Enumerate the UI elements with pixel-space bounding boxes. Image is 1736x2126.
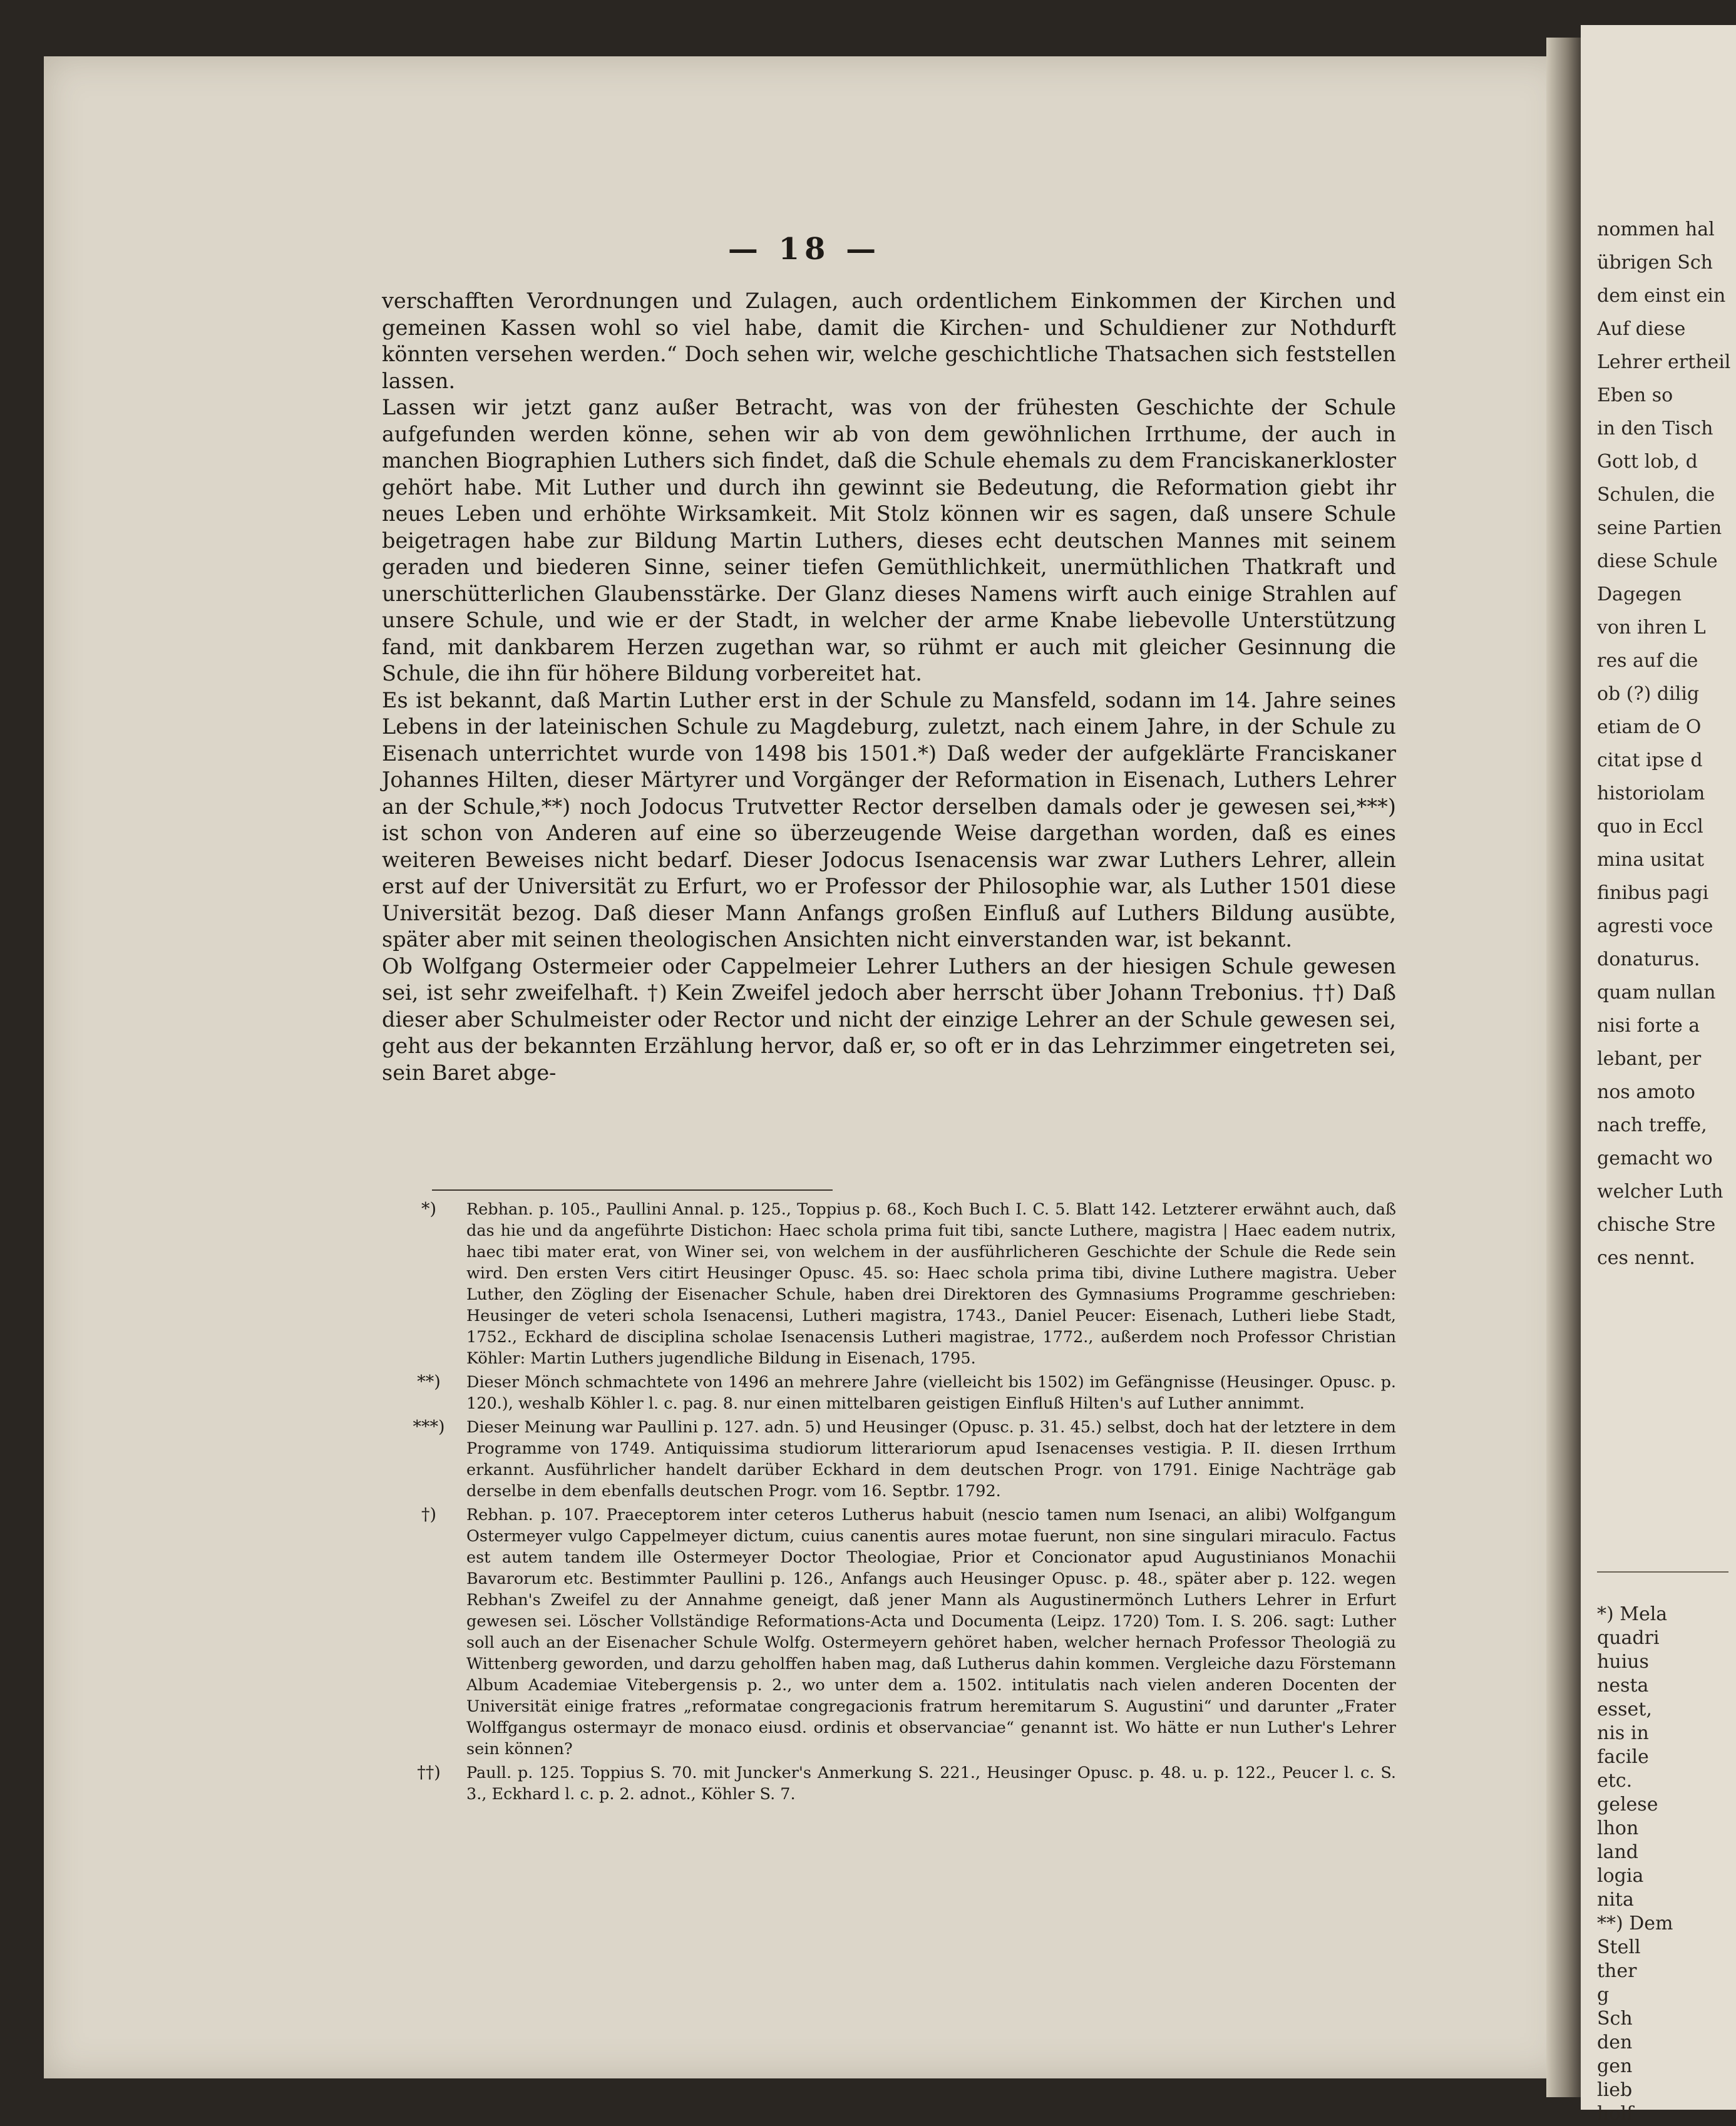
adjacent-text-line: Stell <box>1597 1936 1641 1958</box>
adjacent-text-line: huius <box>1597 1651 1649 1673</box>
adjacent-text-line: quadri <box>1597 1627 1660 1649</box>
adjacent-text-line: *) Mela <box>1597 1603 1668 1625</box>
footnote-mark: ††) <box>417 1763 441 1782</box>
paragraph-1: verschafften Verordnungen und Zulagen, auch ordentlichem Einkommen der Kirchen und gemeinen Kassen wohl so viel habe, damit die Kirchen- und Schuldiener zur Nothdurft könnten versehen werden.“ Doch sehen wir, welche geschichtliche Thatsachen sich feststellen lassen. <box>382 289 1396 393</box>
adjacent-text-line: Eben so <box>1597 384 1673 406</box>
adjacent-text-line: nisi forte a <box>1597 1015 1700 1037</box>
adjacent-page-fragment <box>1581 25 1736 2125</box>
adjacent-text-line: in den Tisch <box>1597 418 1713 439</box>
adjacent-text-line: nos amoto <box>1597 1081 1695 1103</box>
adjacent-text-line: chische Stre <box>1597 1214 1716 1236</box>
adjacent-text-line: Sch <box>1597 2008 1633 2030</box>
footnote-rule <box>432 1189 833 1191</box>
adjacent-text-line: etiam de O <box>1597 716 1702 738</box>
paragraph-3: Es ist bekannt, daß Martin Luther erst in der Schule zu Mansfeld, sodann im 14. Jahre seines Lebens in der lateinischen Schule zu Magdeburg, zuletzt, nach einem Jahre, in der Schule zu Eisenach unterrichtet wurde von 1498 bis 1501.*) Daß weder der aufgeklärte Franciskaner Johannes Hilten, dieser Märtyrer und Vorgänger der Reformation in Eisenach, Luthers Lehrer an der Schule,**) noch Jodocus Trutvetter Rector derselben damals oder je gewesen sei,***) ist schon von Anderen auf eine so überzeugende Weise dargethan worden, daß es eines weiteren Beweises nicht bedarf. Dieser Jodocus Isenacensis war zwar Luthers Lehrer, allein erst auf der Universität zu Erfurt, wo er Professor der Philosophie war, als Luther 1501 diese Universität bezog. Daß dieser Mann Anfangs großen Einfluß auf Luthers Bildung ausübte, später aber mit seinen theologischen Ansichten nicht einverstanden war, ist bekannt. <box>382 687 1396 952</box>
adjacent-text-line: nach treffe, <box>1597 1114 1707 1136</box>
adjacent-text-line: lieb <box>1597 2079 1633 2101</box>
adjacent-text-line: Dagegen <box>1597 583 1682 605</box>
adjacent-text-line: esset, <box>1597 1698 1652 1720</box>
footnote-text: Rebhan. p. 107. Praeceptorem inter ceteros Lutherus habuit (nescio tamen num Isenaci, an alibi) Wolfgangum Ostermeyer vulgo Cappelmeyer dictum, cuius canentis aures motae fuerunt, non sine singulari miraculo. Factus est autem tandem ille Ostermeyer Doctor Theologiae, Prior et Concionator apud Augustinianos Monachii Bavarorum etc. Bestimmter Paullini p. 126., Anfangs auch Heusinger Opusc. p. 48., später aber p. 122. wegen Rebhan's Zweifel zu der Annahme geneigt, daß jener Mann als Augustinermönch Luthers Lehrer in Erfurt gewesen sei. Löscher Vollständige Reformations-Acta und Documenta (Leipz. 1720) Tom. I. S. 206. sagt: Luther soll auch an der Eisenacher Schule Wolfg. Ostermeyern gehöret haben, welcher hernach Professor Theologiä zu Wittenberg geworden, und darzu geholffen haben mag, daß Lutherus dahin kommen. Vergleiche dazu Förstemann Album Academiae Vitebergensis p. 2., wo unter dem a. 1502. intitulatis nach vielen anderen Docenten der Universität einige fratres „reformatae congregacionis fratrum heremitarum S. Augustini“ und darunter „Frater Wolffgangus ostermayr de monaco eiusd. ordinis et observanciae“ genannt ist. Wo hätte er nun Luther's Lehrer sein können? <box>466 1506 1396 1759</box>
adjacent-text-line: **) Dem <box>1597 1913 1673 1934</box>
adjacent-footnote-rule <box>1597 1571 1728 1573</box>
footnote-mark: **) <box>417 1372 441 1392</box>
adjacent-text-line: dem einst ein <box>1597 285 1726 307</box>
adjacent-text-line: nommen hal <box>1597 218 1715 240</box>
adjacent-text-line: ces nennt. <box>1597 1247 1695 1269</box>
adjacent-text-line: logia <box>1597 1865 1644 1887</box>
adjacent-text-line: übrigen Sch <box>1597 252 1713 274</box>
adjacent-text-line: mina usitat <box>1597 849 1705 871</box>
adjacent-text-line: nis in <box>1597 1722 1649 1744</box>
adjacent-text-line: den <box>1597 2031 1633 2053</box>
main-text <box>382 288 1396 1086</box>
adjacent-text-line: nita <box>1597 1889 1634 1911</box>
adjacent-text-line: von ihren L <box>1597 617 1706 639</box>
adjacent-text-line: ob (?) dilig <box>1597 683 1700 705</box>
adjacent-text-line: lebant, per <box>1597 1048 1702 1070</box>
adjacent-text-line: holf <box>1597 2103 1634 2125</box>
footnote-4 <box>391 1504 1396 1760</box>
adjacent-text-line: citat ipse d <box>1597 749 1703 771</box>
adjacent-text-line: lhon <box>1597 1817 1639 1839</box>
footnote-3 <box>391 1417 1396 1502</box>
adjacent-text-line: land <box>1597 1841 1639 1863</box>
adjacent-text-line: res auf die <box>1597 650 1698 672</box>
adjacent-text-line: Schulen, die <box>1597 484 1715 506</box>
footnote-mark: ***) <box>413 1417 445 1437</box>
footnote-text: Dieser Mönch schmachtete von 1496 an mehrere Jahre (vielleicht bis 1502) im Gefängnisse (Heusinger. Opusc. p. 120.), weshalb Köhler l. c. pag. 8. nur einen mittelbaren geistigen Einfluß Hilten's auf Luther annimmt. <box>466 1373 1396 1413</box>
adjacent-text-line: etc. <box>1597 1770 1633 1792</box>
adjacent-text-line: gen <box>1597 2055 1633 2077</box>
adjacent-text-line: gelese <box>1597 1794 1658 1815</box>
adjacent-page-footnotes <box>1581 1603 1673 2126</box>
adjacent-text-line: seine Partien <box>1597 517 1722 539</box>
adjacent-text-line: Lehrer ertheil <box>1597 351 1731 373</box>
adjacent-text-line: diese Schule <box>1597 550 1718 572</box>
footnotes <box>391 1199 1396 1807</box>
adjacent-page-text <box>1581 213 1730 1275</box>
adjacent-text-line: finibus pagi <box>1597 882 1709 904</box>
book-spine-shadow <box>1546 38 1584 2097</box>
adjacent-text-line: Auf diese <box>1597 318 1686 340</box>
footnote-mark: †) <box>421 1505 437 1524</box>
adjacent-text-line: ther <box>1597 1960 1637 1982</box>
adjacent-text-line: facile <box>1597 1746 1649 1768</box>
document-page <box>44 56 1565 2078</box>
footnote-text: Rebhan. p. 105., Paullini Annal. p. 125., Toppius p. 68., Koch Buch I. C. 5. Blatt 142. Letzterer erwähnt auch, daß das hie und da angeführte Distichon: Haec schola prima fuit tibi, sancte Luthere, magistra | Haec eadem nutrix, haec tibi mater erat, von Winer sei, von welchem in der ausführlicheren Geschichte der Schule die Rede sein wird. Den ersten Vers citirt Heusinger Opusc. 45. so: Haec schola prima tibi, divine Luthere magistra. Ueber Luther, den Zögling der Eisenacher Schule, haben drei Direktoren des Gymnasiums Programme geschrieben: Heusinger de veteri schola Isenacensi, Lutheri magistra, 1743., Daniel Peucer: Eisenach, Lutheri liebe Stadt, 1752., Eckhard de disciplina scholae Isenacensis Lutheri magistrae, 1772., außerdem noch Professor Christian Köhler: Martin Luthers jugendliche Bildung in Eisenach, 1795. <box>466 1200 1396 1368</box>
footnote-text: Dieser Meinung war Paullini p. 127. adn. 5) und Heusinger (Opusc. p. 31. 45.) selbst, doch hat der letztere in dem Programme von 1749. Antiquissima studiorum litterariorum apud Isenacenses vestigia. P. II. diesen Irrthum erkannt. Ausführlicher handelt darüber Eckhard in dem deutschen Progr. von 1791. Einige Nachträge gab derselbe in dem ebenfalls deutschen Progr. vom 16. Septbr. 1792. <box>466 1418 1396 1501</box>
paragraph-4: Ob Wolfgang Ostermeier oder Cappelmeier Lehrer Luthers an der hiesigen Schule gewesen sei, ist sehr zweifelhaft. †) Kein Zweifel jedoch aber herrscht über Johann Trebonius. ††) Daß dieser aber Schulmeister oder Rector und nicht der einzige Lehrer an der Schule gewesen sei, geht aus der bekannten Erzählung hervor, daß er, so oft er in das Lehrzimmer eingetreten sei, sein Baret abge- <box>382 953 1396 1085</box>
page-number: — 18 — <box>727 232 881 267</box>
adjacent-text-line: quam nullan <box>1597 982 1716 1004</box>
adjacent-text-line: historiolam <box>1597 783 1705 804</box>
adjacent-text-line: welcher Luth <box>1597 1181 1723 1203</box>
adjacent-text-line: donaturus. <box>1597 948 1700 970</box>
adjacent-text-line: Gott lob, d <box>1597 451 1698 473</box>
adjacent-text-line: gemacht wo <box>1597 1148 1713 1169</box>
paragraph-2: Lassen wir jetzt ganz außer Betracht, was von der frühesten Geschichte der Schule aufgefunden werden könne, sehen wir ab von dem gewöhnlichen Irrthume, der auch in manchen Biographien Luthers sich findet, daß die Schule ehemals zu dem Franciskanerkloster gehört habe. Mit Luther und durch ihn gewinnt sie Bedeutung, die Reformation giebt ihr neues Leben und erhöhte Wirksamkeit. Mit Stolz können wir es sagen, daß unsere Schule beigetragen habe zur Bildung Martin Luthers, dieses echt deutschen Mannes mit seinem geraden und biederen Sinne, seiner tiefen Gemüthlichkeit, unermüthlichen Thatkraft und unerschütterlichen Glaubensstärke. Der Glanz dieses Namens wirft auch einige Strahlen auf unsere Schule, und wie er der Stadt, in welcher der arme Knabe liebevolle Unterstützung fand, mit dankbarem Herzen zugethan war, so rühmt er auch mit gleicher Gesinnung die Schule, die ihn für höhere Bildung vorbereitet hat. <box>382 395 1396 686</box>
adjacent-text-line: quo in Eccl <box>1597 816 1703 838</box>
adjacent-text-line: agresti voce <box>1597 915 1713 937</box>
footnote-1 <box>391 1199 1396 1369</box>
footnote-mark: *) <box>421 1199 437 1219</box>
footnote-2 <box>391 1372 1396 1414</box>
footnote-text: Paull. p. 125. Toppius S. 70. mit Juncker's Anmerkung S. 221., Heusinger Opusc. p. 48. u. p. 122., Peucer l. c. S. 3., Eckhard l. c. p. 2. adnot., Köhler S. 7. <box>466 1764 1396 1804</box>
footnote-5 <box>391 1762 1396 1805</box>
adjacent-text-line: nesta <box>1597 1675 1649 1697</box>
adjacent-text-line: g <box>1597 1984 1610 2006</box>
